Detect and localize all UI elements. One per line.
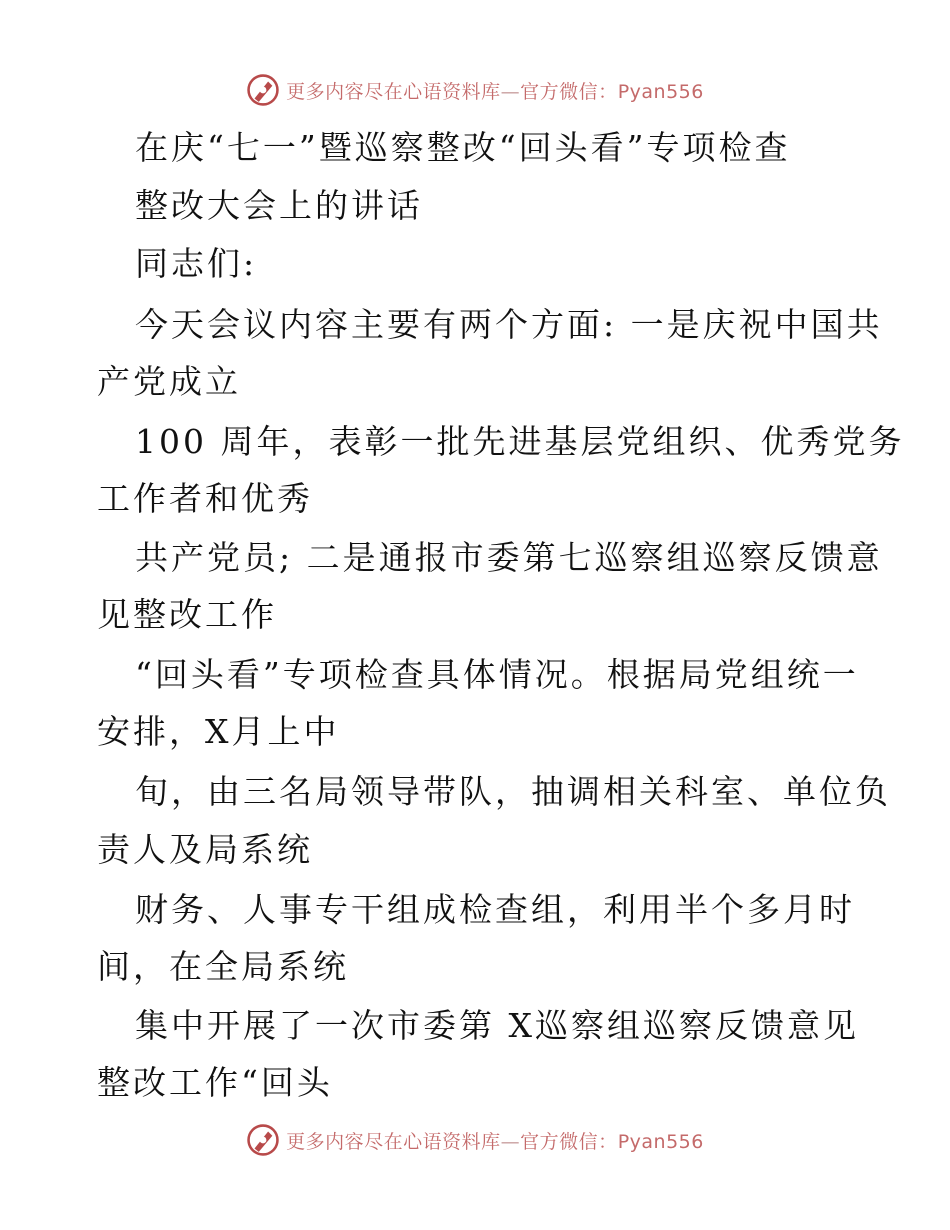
paragraph-line: 旬，由三名局领导带队，抽调相关科室、单位负 (135, 772, 891, 811)
watermark-wechat-id: Pyan556 (617, 1130, 704, 1153)
watermark-text (286, 77, 704, 104)
paragraph-line: 安排，X月上中 (97, 712, 340, 751)
paragraph-line: 今天会议内容主要有两个方面: 一是庆祝中国共 (135, 305, 883, 344)
watermark-separator: — (500, 80, 521, 103)
document-title-line-1: 在庆“七一”暨巡察整改“回头看”专项检查 (135, 128, 791, 167)
paragraph-line: 财务、人事专干组成检查组，利用半个多月时 (135, 890, 855, 929)
document-title-line-2: 整改大会上的讲话 (135, 186, 423, 225)
watermark-separator: — (500, 1130, 521, 1153)
paragraph-line: 集中开展了一次市委第 X巡察组巡察反馈意见 (135, 1006, 859, 1045)
footer-watermark (0, 1120, 950, 1160)
header-watermark (0, 70, 950, 110)
watermark-wechat-label: 官方微信： (520, 80, 618, 103)
paragraph-line: 工作者和优秀 (97, 479, 313, 518)
watermark-group (246, 1123, 704, 1157)
salutation: 同志们: (135, 244, 258, 283)
watermark-group (246, 73, 704, 107)
paragraph-line: 整改工作“回头 (97, 1063, 333, 1102)
watermark-text (286, 1127, 704, 1154)
paragraph-line: 见整改工作 (97, 595, 277, 634)
paragraph-line: “回头看”专项检查具体情况。根据局党组统一 (135, 655, 859, 694)
watermark-site-name: 更多内容尽在心语资料库 (286, 1130, 501, 1153)
pen-logo-icon (246, 1123, 280, 1157)
paragraph-line: 共产党员; 二是通报市委第七巡察组巡察反馈意 (135, 538, 883, 577)
paragraph-line: 产党成立 (97, 362, 241, 401)
watermark-site-name: 更多内容尽在心语资料库 (286, 80, 501, 103)
paragraph-line: 间，在全局系统 (97, 947, 349, 986)
watermark-wechat-label: 官方微信： (520, 1130, 618, 1153)
pen-logo-icon (246, 73, 280, 107)
paragraph-line: 100 周年，表彰一批先进基层党组织、优秀党务 (135, 422, 905, 461)
watermark-wechat-id: Pyan556 (617, 80, 704, 103)
paragraph-line: 责人及局系统 (97, 830, 313, 869)
